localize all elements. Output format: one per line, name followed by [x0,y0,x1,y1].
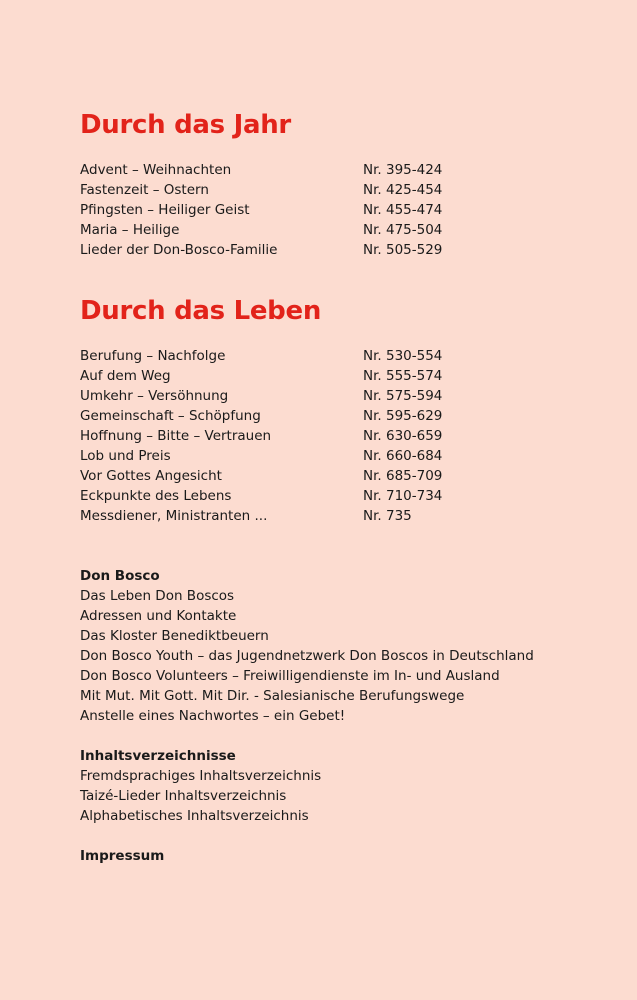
list-item[interactable]: Mit Mut. Mit Gott. Mit Dir. - Salesianische Berufungswege [80,688,465,704]
impressum-block [80,846,610,866]
toc-label: Auf dem Weg [80,368,171,384]
section-title-durch-das-jahr: Durch das Jahr [80,110,291,140]
toc-number: Nr. 505-529 [363,242,443,258]
toc-label: Lob und Preis [80,448,171,464]
toc-row[interactable] [80,506,610,526]
toc-label: Umkehr – Versöhnung [80,388,229,404]
toc-label: Fastenzeit – Ostern [80,182,209,198]
toc-list-durch-das-jahr [80,160,610,260]
inhaltsverzeichnisse-block [80,746,610,826]
toc-number: Nr. 595-629 [363,408,443,424]
toc-label: Berufung – Nachfolge [80,348,226,364]
toc-row[interactable] [80,180,610,200]
toc-number: Nr. 685-709 [363,468,443,484]
don-bosco-heading[interactable]: Don Bosco [80,568,160,584]
toc-number: Nr. 395-424 [363,162,443,178]
toc-row[interactable] [80,346,610,366]
section-title-durch-das-leben: Durch das Leben [80,296,322,326]
toc-number: Nr. 660-684 [363,448,443,464]
toc-row[interactable] [80,240,610,260]
toc-number: Nr. 710-734 [363,488,443,504]
toc-row[interactable] [80,466,610,486]
toc-number: Nr. 475-504 [363,222,443,238]
toc-row[interactable] [80,220,610,240]
toc-row[interactable] [80,406,610,426]
toc-label: Maria – Heilige [80,222,180,238]
list-item[interactable]: Fremdsprachiges Inhaltsverzeichnis [80,768,322,784]
toc-number: Nr. 530-554 [363,348,443,364]
toc-row[interactable] [80,386,610,406]
list-item[interactable]: Das Kloster Benediktbeuern [80,628,269,644]
toc-label: Lieder der Don-Bosco-Familie [80,242,278,258]
inhaltsverzeichnisse-heading[interactable]: Inhaltsverzeichnisse [80,748,236,764]
list-item[interactable]: Adressen und Kontakte [80,608,237,624]
list-item[interactable]: Don Bosco Volunteers – Freiwilligendienste im In- und Ausland [80,668,500,684]
list-item[interactable]: Don Bosco Youth – das Jugendnetzwerk Don Boscos in Deutschland [80,648,534,664]
toc-number: Nr. 455-474 [363,202,443,218]
toc-list-durch-das-leben [80,346,610,526]
toc-number: Nr. 425-454 [363,182,443,198]
don-bosco-block [80,566,610,726]
toc-row[interactable] [80,200,610,220]
toc-row[interactable] [80,366,610,386]
toc-number: Nr. 735 [363,508,412,524]
toc-label: Advent – Weihnachten [80,162,232,178]
toc-label: Gemeinschaft – Schöpfung [80,408,261,424]
toc-label: Pfingsten – Heiliger Geist [80,202,250,218]
toc-row[interactable] [80,426,610,446]
toc-number: Nr. 630-659 [363,428,443,444]
toc-row[interactable] [80,160,610,180]
toc-row[interactable] [80,486,610,506]
list-item[interactable]: Alphabetisches Inhaltsverzeichnis [80,808,309,824]
list-item[interactable]: Das Leben Don Boscos [80,588,235,604]
list-item[interactable]: Anstelle eines Nachwortes – ein Gebet! [80,708,346,724]
toc-number: Nr. 555-574 [363,368,443,384]
impressum-heading[interactable]: Impressum [80,848,165,864]
list-item[interactable]: Taizé-Lieder Inhaltsverzeichnis [80,788,287,804]
toc-label: Messdiener, Ministranten ... [80,508,268,524]
toc-label: Vor Gottes Angesicht [80,468,222,484]
toc-number: Nr. 575-594 [363,388,443,404]
toc-row[interactable] [80,446,610,466]
toc-label: Hoffnung – Bitte – Vertrauen [80,428,272,444]
toc-label: Eckpunkte des Lebens [80,488,232,504]
